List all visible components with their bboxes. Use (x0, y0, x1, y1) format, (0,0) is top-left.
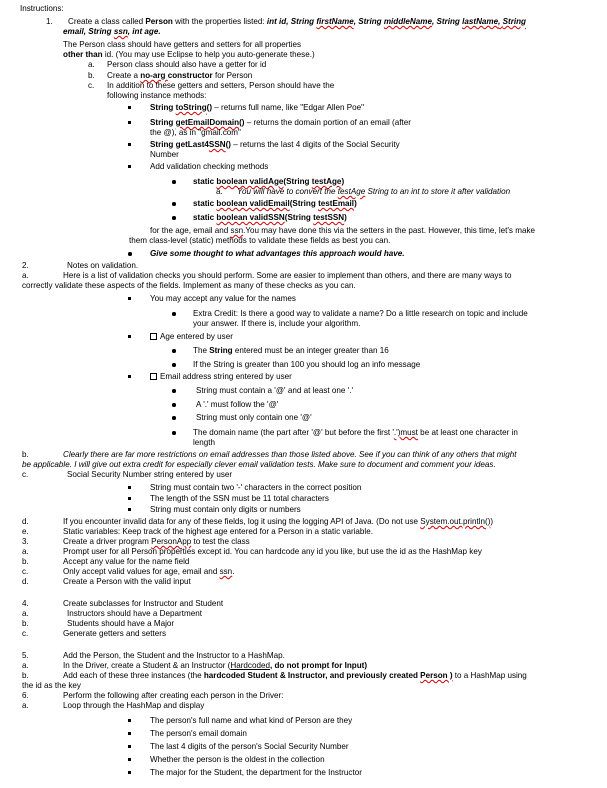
step-1-getters: The Person class should have getters and setters for all properties (63, 40, 301, 49)
step-5b-text: Add each of these three instances (the hardcoded Student & Instructor, and previously created Person ) to a HashMap using (63, 671, 527, 680)
bullet-square (128, 508, 131, 511)
instructions-heading: Instructions: (20, 4, 64, 13)
age-rule-1: The String entered must be an integer greater than 16 (193, 346, 389, 355)
step-3b-text: Accept any value for the name field (63, 557, 190, 566)
bullet-square (128, 375, 131, 378)
display-item-4: Whether the person is the oldest in the collection (150, 755, 325, 764)
bullet-square (128, 732, 131, 735)
step-2e-mark: e. (22, 527, 29, 536)
step-1-properties-cont: email, String ssn, int age. (63, 27, 161, 36)
step-6a-text: Loop through the HashMap and display (63, 701, 205, 710)
bullet-dot (172, 202, 176, 206)
bullet-square (128, 297, 131, 300)
ssn-rule-3: String must contain only digits or numbers (150, 505, 301, 514)
email-rule: Email address string entered by user (150, 372, 292, 382)
step-3c-text: Only accept valid values for age, email and ssn. (63, 567, 235, 576)
step-4b-mark: b. (22, 619, 29, 628)
bullet-square (128, 758, 131, 761)
bullet-dot (172, 349, 176, 353)
step-6-text: Perform the following after creating each person in the Driver: (63, 691, 284, 700)
method-getemaildomain: String getEmailDomain() – returns the domain portion of an email (after (150, 118, 411, 127)
bullet-dot (172, 363, 176, 367)
extra-credit-cont: your answer. If there is, include your algorithm. (193, 319, 361, 328)
step-5a-mark: a. (22, 661, 29, 670)
step-1c-text-cont: following instance methods: (107, 91, 207, 100)
step-2e-text: Static variables: Keep track of the highest age entered for a Person in a static variable. (63, 527, 373, 536)
extra-credit: Extra Credit: Is there a good way to validate a name? Do a little research on topic and include (193, 309, 528, 318)
bullet-square (128, 106, 131, 109)
bullet-square (128, 335, 131, 338)
step-3d-mark: d. (22, 577, 29, 586)
display-item-2: The person's email domain (150, 729, 247, 738)
step-5-number: 5. (22, 651, 29, 660)
step-5-text: Add the Person, the Student and the Instructor to a HashMap. (63, 651, 285, 660)
display-item-3: The last 4 digits of the person's Social Security Number (150, 742, 349, 751)
step-6a-mark: a. (22, 701, 29, 710)
step-2a-mark: a. (22, 271, 29, 280)
step-2d-mark: d. (22, 517, 29, 526)
step-3c-mark: c. (22, 567, 29, 576)
display-item-1: The person's full name and what kind of Person are they (150, 716, 353, 725)
valid-email-method: static boolean validEmail(String testEmail) (193, 199, 357, 208)
bullet-dot (172, 180, 176, 184)
step-5b-mark: b. (22, 671, 29, 680)
bullet-dot (172, 216, 176, 220)
step-2-number: 2. (22, 261, 29, 270)
bullet-square (128, 771, 131, 774)
email-rule-4: The domain name (the part after '@' but before the first '.')must be at least one character in (193, 428, 518, 437)
step-2c-mark: c. (22, 470, 29, 479)
valid-age-note-mark: a. (216, 187, 223, 196)
method-getlast4ssn: String getLast4SSN() – returns the last 4 digits of the Social Security (150, 140, 400, 149)
step-4c-mark: c. (22, 629, 29, 638)
step-4c-text: Generate getters and setters (63, 629, 167, 638)
valid-age-note: You will have to convert the testAge String to an int to store it after validation (237, 187, 511, 196)
step-4a-text: Instructors should have a Department (67, 609, 202, 618)
step-4b-text: Students should have a Major (67, 619, 175, 628)
bullet-dot (172, 416, 176, 420)
step-5a-text: In the Driver, create a Student & an Instructor (Hardcoded, do not prompt for Input) (63, 661, 368, 670)
step-1a-mark: a. (88, 60, 95, 69)
step-2b-text-cont: be applicable. I will give out extra credit for especially clever email validation tests. Make sure to document and comment your ideas. (22, 460, 496, 469)
step-4-text: Create subclasses for Instructor and Student (63, 599, 224, 608)
ssn-rule-1: String must contain two '-' characters in the correct position (150, 483, 362, 492)
give-some-thought: Give some thought to what advantages this approach would have. (150, 249, 405, 258)
bullet-dot (172, 403, 176, 407)
bullet-dot (172, 312, 176, 316)
step-6-number: 6. (22, 691, 29, 700)
step-1a-text: Person class should also have a getter for id (107, 60, 267, 69)
bullet-dot (172, 431, 176, 435)
step-4-number: 4. (22, 599, 29, 608)
display-item-5: The major for the Student, the department for the Instructor (150, 768, 362, 777)
step-2a-text: Here is a list of validation checks you should perform. Some are easier to implement than others, and there are many ways to (63, 271, 512, 280)
bullet-square (128, 486, 131, 489)
step-3b-mark: b. (22, 557, 29, 566)
bullet-square (128, 719, 131, 722)
validation-note: for the age, email and ssn.You may have done this via the setters in the past. However, this time, let's make (150, 226, 536, 235)
step-3a-text: Prompt user for all Person properties except id. You can hardcode any id you like, but use the id as the HashMap key (63, 547, 482, 556)
bullet-square (128, 745, 131, 748)
bullet-square (128, 121, 131, 124)
email-rule-4-cont: length (193, 438, 216, 447)
step-1b-text: Create a no-arg constructor for Person (107, 71, 253, 80)
names-rule: You may accept any value for the names (150, 294, 296, 303)
bullet-square (128, 165, 131, 168)
email-rule-1: String must contain a '@' and at least one '.' (196, 386, 354, 395)
step-1c-mark: c. (88, 81, 95, 90)
age-rule-2: If the String is greater than 100 you should log an info message (193, 360, 421, 369)
checkbox-icon (150, 373, 157, 380)
step-1b-mark: b. (88, 71, 95, 80)
step-3-text: Create a driver program PersonApp to test the class (63, 537, 250, 546)
bullet-dot (172, 389, 176, 393)
step-4a-mark: a. (22, 609, 29, 618)
email-rule-2: A '.' must follow the '@' (196, 400, 279, 409)
step-1-number: 1. (46, 17, 53, 26)
ssn-rule-2: The length of the SSN must be 11 total characters (150, 494, 329, 503)
checkbox-icon (150, 333, 157, 340)
method-tostring: String toString() – returns full name, like "Edgar Allen Poe" (150, 103, 365, 112)
step-1c-text: In addition to these getters and setters, Person should have the (107, 81, 335, 90)
age-rule: Age entered by user (150, 332, 233, 342)
step-2b-text: Clearly there are far more restrictions on email addresses than those listed above. See if you can think of any others that might (63, 450, 517, 459)
method-getlast4ssn-cont: Number (150, 150, 179, 159)
step-2d-text: If you encounter invalid data for any of these fields, log it using the logging API of Java. (Do not use System.out.println()) (63, 517, 494, 526)
bullet-dot (128, 252, 132, 256)
step-3d-text: Create a Person with the valid input (63, 577, 191, 586)
step-1-other-than: other than id. (You may use Eclipse to help you auto-generate these.) (63, 50, 315, 59)
valid-ssn-method: static boolean validSSN(String testSSN) (193, 213, 347, 222)
validation-note-cont: them class-level (static) methods to validate these fields as best you can. (129, 236, 391, 245)
step-3a-mark: a. (22, 547, 29, 556)
step-2a-text-cont: correctly validate these aspects of the fields. Implement as many of these checks as you can. (22, 281, 356, 290)
step-5b-text-cont: the id as the key (22, 681, 81, 690)
step-3-number: 3. (22, 537, 29, 546)
valid-age-method: static boolean validAge(String testAge) (193, 177, 345, 186)
step-1-intro: Create a class called Person with the properties listed: int id, String firstName, String middleName, String lastName, String (68, 17, 527, 26)
email-rule-3: String must only contain one '@' (196, 413, 312, 422)
add-validation: Add validation checking methods (150, 162, 269, 171)
step-2c-text: Social Security Number string entered by user (67, 470, 233, 479)
bullet-square (128, 497, 131, 500)
step-2b-mark: b. (22, 450, 29, 459)
step-2-title: Notes on validation. (67, 261, 139, 270)
bullet-square (128, 143, 131, 146)
method-getemaildomain-cont: the @), as in "gmail.com" (150, 128, 241, 137)
